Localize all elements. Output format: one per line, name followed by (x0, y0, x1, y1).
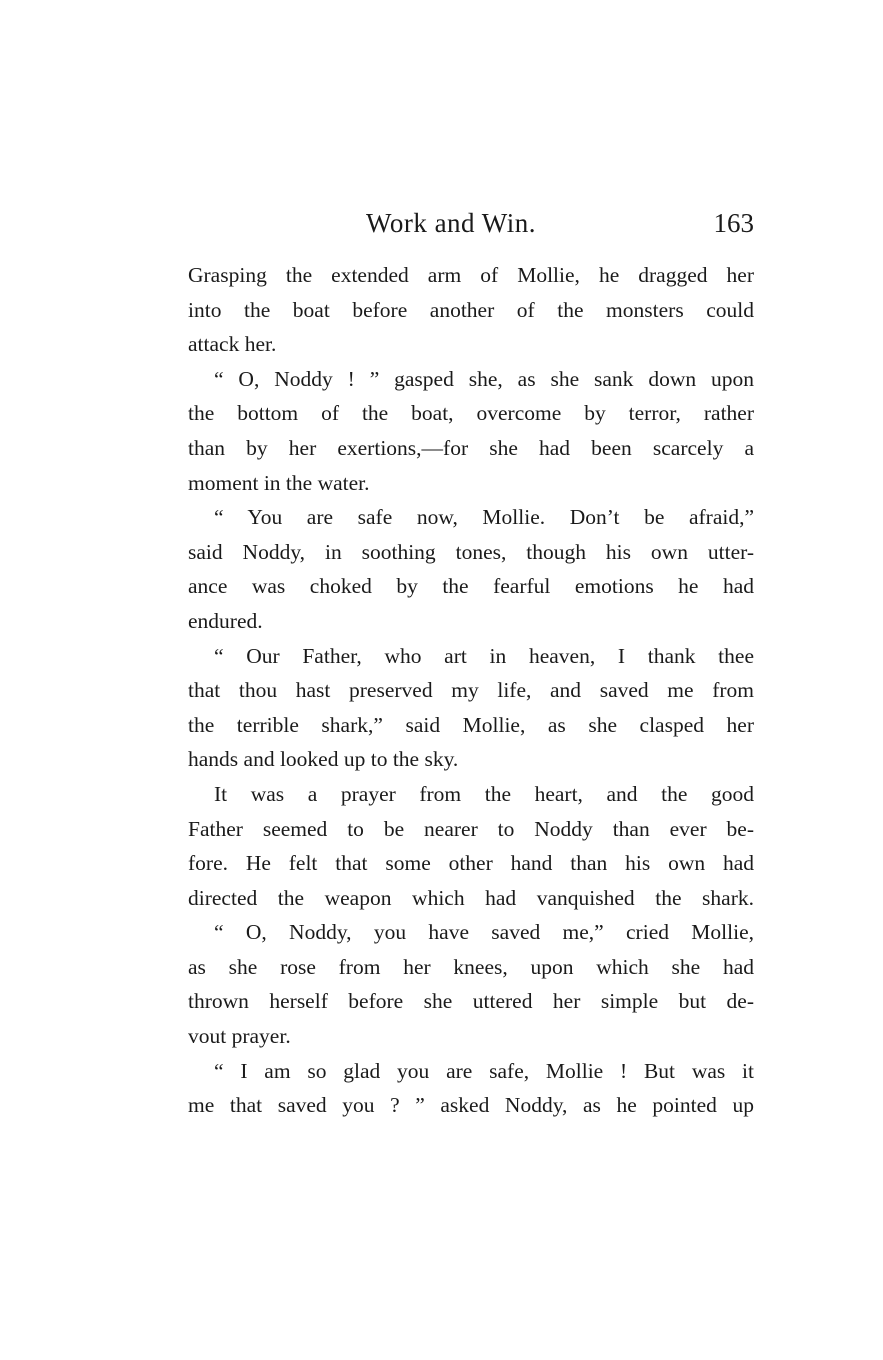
text-line: endured. (188, 608, 263, 633)
text-line: “ O, Noddy ! ” gasped she, as she sank down upon (214, 366, 754, 391)
page-number: 163 (713, 208, 754, 238)
text-line: attack her. (188, 332, 277, 357)
text-line: “ Our Father, who art in heaven, I thank thee (214, 643, 754, 668)
text-line: Father seemed to be nearer to Noddy than ever be- (188, 816, 754, 841)
text-line: the terrible shark,” said Mollie, as she clasped her (188, 712, 754, 737)
text-line: fore. He felt that some other hand than his own had (188, 851, 754, 876)
running-head (188, 208, 754, 248)
text-line: “ O, Noddy, you have saved me,” cried Mollie, (214, 920, 754, 945)
running-title: Work and Win. (366, 208, 536, 238)
text-line: moment in the water. (188, 470, 370, 495)
text-line: that thou hast preserved my life, and saved me from (188, 678, 754, 703)
text-line: “ You are safe now, Mollie. Don’t be afraid,” (214, 505, 754, 530)
text-line: “ I am so glad you are safe, Mollie ! But was it (214, 1058, 754, 1083)
text-line: ance was choked by the fearful emotions he had (188, 574, 754, 599)
text-line: thrown herself before she uttered her simple but de- (188, 989, 754, 1014)
text-line: directed the weapon which had vanquished the shark. (188, 885, 754, 910)
text-line: hands and looked up to the sky. (188, 747, 459, 772)
text-line: than by her exertions,—for she had been scarcely a (188, 435, 754, 460)
text-line: the bottom of the boat, overcome by terror, rather (188, 401, 754, 426)
text-line: vout prayer. (188, 1024, 291, 1049)
text-line: as she rose from her knees, upon which she had (188, 954, 754, 979)
text-line: into the boat before another of the monsters could (188, 297, 754, 322)
body-text (188, 258, 754, 1123)
text-line: It was a prayer from the heart, and the good (214, 781, 754, 806)
text-line: said Noddy, in soothing tones, though his own utter- (188, 539, 754, 564)
text-line: Grasping the extended arm of Mollie, he dragged her (188, 263, 754, 287)
text-line: me that saved you ? ” asked Noddy, as he pointed up (188, 1093, 754, 1118)
